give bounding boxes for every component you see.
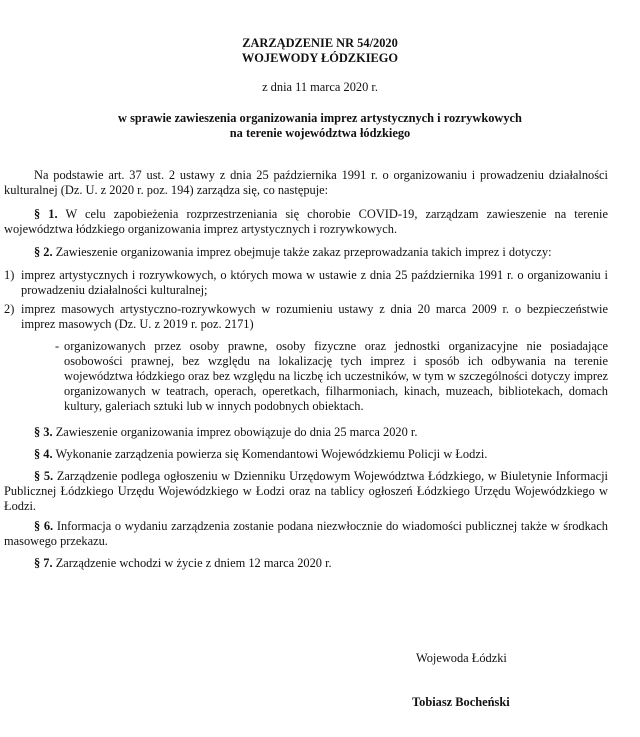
section-3-text: Zawieszenie organizowania imprez obowiązuje do dnia 25 marca 2020 r. <box>55 425 418 439</box>
list-item-1-number: 1) <box>4 268 15 282</box>
signature-role: Wojewoda Łódzki <box>416 651 507 665</box>
section-2-mark: § 2. <box>34 245 53 259</box>
preamble <box>4 168 608 198</box>
document-subject-line2: na terenie województwa łódzkiego <box>229 126 411 140</box>
signature-name: Tobiasz Bocheński <box>412 695 510 709</box>
dash-mark: - <box>55 339 60 353</box>
list-item-2-number: 2) <box>4 302 15 316</box>
section-4-mark: § 4. <box>34 447 53 461</box>
section-1-mark: § 1. <box>34 207 58 221</box>
section-5 <box>4 469 608 514</box>
dash-item-text: organizowanych przez osoby prawne, osoby fizyczne oraz jednostki organizacyjne nie posiadające osobowości prawnej, bez względu na lokalizację tych imprez i sposób ich odbywania na terenie województwa łódzkiego oraz bez względu na liczbę ich uczestników, w tym w szczególności dotyczy imprez organizowanych w teatrach, operach, operetkach, filharmoniach, kinach, muzeach, bibliotekach, domach kultury, galeriach sztuki lub w innych podobnych obiektach. <box>64 339 608 413</box>
section-3 <box>4 425 608 440</box>
section-7 <box>4 556 608 571</box>
section-1 <box>4 207 608 237</box>
dash-item <box>55 339 608 414</box>
document-issuer: WOJEWODY ŁÓDZKIEGO <box>241 51 399 65</box>
section-2 <box>4 245 608 260</box>
section-7-text: Zarządzenie wchodzi w życie z dniem 12 marca 2020 r. <box>55 556 332 570</box>
section-5-text: Zarządzenie podlega ogłoszeniu w Dzienniku Urzędowym Województwa Łódzkiego, w Biuletynie Informacji Publicznej Łódzkiego Urzędu Wojewódzkiego w Łodzi oraz na tablicy ogłoszeń Łódzkiego Urzędu Wojewódzkiego w Łodzi. <box>4 469 608 513</box>
section-6-text: Informacja o wydaniu zarządzenia zostanie podana niezwłocznie do wiadomości publicznej także w środkach masowego przekazu. <box>4 519 608 548</box>
section-2-text: Zawieszenie organizowania imprez obejmuje także zakaz przeprowadzania takich imprez i dotyczy: <box>55 245 552 259</box>
section-6 <box>4 519 608 549</box>
document-title: ZARZĄDZENIE NR 54/2020 <box>242 36 398 50</box>
section-5-mark: § 5. <box>34 469 54 483</box>
section-7-mark: § 7. <box>34 556 53 570</box>
section-4 <box>4 447 608 462</box>
document-subject-line1: w sprawie zawieszenia organizowania imprez artystycznych i rozrywkowych <box>118 111 522 125</box>
section-4-text: Wykonanie zarządzenia powierza się Komendantowi Wojewódzkiemu Policji w Łodzi. <box>55 447 488 461</box>
list-item-1 <box>4 268 608 298</box>
section-1-text: W celu zapobieżenia rozprzestrzeniania się chorobie COVID-19, zarządzam zawieszenie na terenie województwa łódzkiego organizowania imprez artystycznych i rozrywkowych. <box>4 207 608 236</box>
list-item-1-text: imprez artystycznych i rozrywkowych, o których mowa w ustawie z dnia 25 października 1991 r. o organizowaniu i prowadzeniu działalności kulturalnej; <box>21 268 608 297</box>
document-date: z dnia 11 marca 2020 r. <box>262 80 378 94</box>
preamble-text: Na podstawie art. 37 ust. 2 ustawy z dnia 25 października 1991 r. o organizowaniu i prowadzeniu działalności kulturalnej (Dz. U. z 2020 r. poz. 194) zarządza się, co następuje: <box>4 168 608 197</box>
list-item-2-text: imprez masowych artystyczno-rozrywkowych w rozumieniu ustawy z dnia 20 marca 2009 r. o bezpieczeństwie imprez masowych (Dz. U. z 2019 r. poz. 2171) <box>21 302 608 331</box>
list-item-2 <box>4 302 608 332</box>
section-3-mark: § 3. <box>34 425 53 439</box>
section-6-mark: § 6. <box>34 519 54 533</box>
